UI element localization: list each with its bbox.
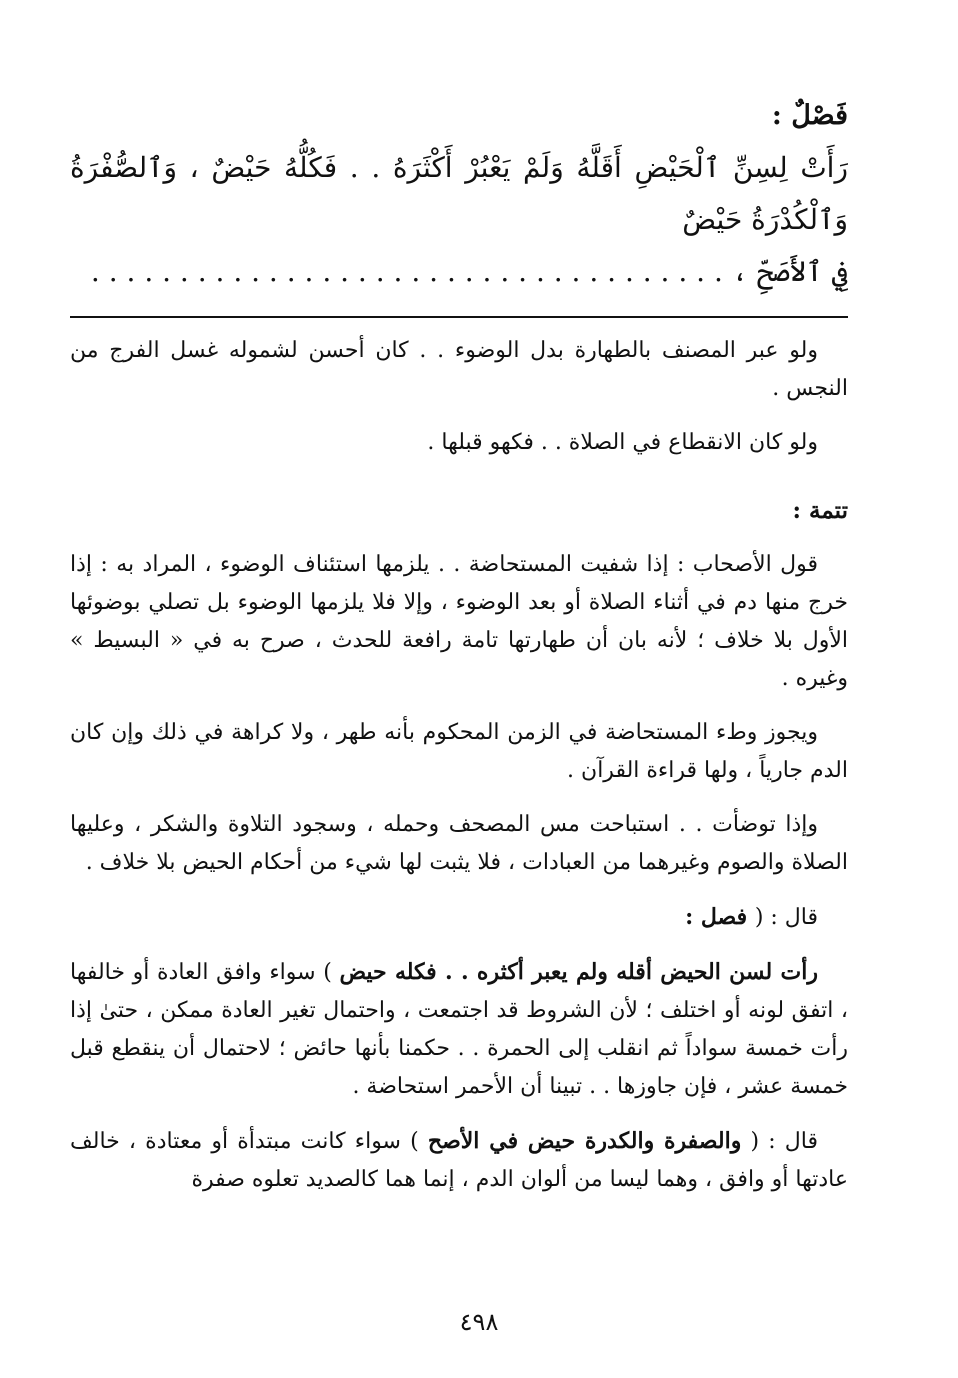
paragraph-1: ولو عبر المصنف بالطهارة بدل الوضوء . . كان أحسن لشموله غسل الفرج من النجس . bbox=[70, 338, 848, 401]
paragraph-4: ويجوز وطء المستحاضة في الزمن المحكوم بأنه طهر ، ولا كراهة في ذلك وإن كان الدم جارياً ، ولها قراءة القرآن . bbox=[70, 720, 848, 783]
paragraph-8-prefix: قال : ( bbox=[741, 1129, 818, 1154]
paragraph-8 bbox=[70, 1122, 848, 1199]
paragraph-6-bold: فصل : bbox=[685, 904, 755, 930]
paragraph-2: ولو كان الانقطاع في الصلاة . . فكهو قبلها . bbox=[427, 430, 818, 455]
paragraph-8-rest: ) سواء كانت مبتدأة أو معتادة ، خالف عادتها أو وافق ، وهما ليسا من ألوان الدم ، إنما هما كالصديد تعلوه صفرة bbox=[70, 1129, 848, 1192]
matn-line-2: فِي ٱلأَصَحِّ ، . . . . . . . . . . . . . . . . . . . . . . . . . . . . . . . . . . . . bbox=[90, 255, 848, 288]
paragraph-7 bbox=[70, 953, 848, 1106]
heading-tatimma: تتمة : bbox=[792, 497, 848, 524]
matn-heading: فَصْلٌ : bbox=[771, 100, 848, 131]
section-divider bbox=[70, 316, 848, 318]
paragraph-8-bold: والصفرة والكدرة حيض في الأصح bbox=[427, 1128, 742, 1154]
page-body bbox=[70, 96, 848, 1215]
paragraph-7-bold: رأت لسن الحيض أقله ولم يعبر أكثره . . فكله حيض bbox=[339, 959, 818, 985]
page-number: ٤٩٨ bbox=[459, 1308, 499, 1336]
paragraph-6-prefix: قال : ( bbox=[754, 905, 818, 930]
paragraph-5: وإذا توضأت . . استباحت مس المصحف وحمله ، وسجود التلاوة والشكر ، وعليها الصلاة والصوم وغيرهما من العبادات ، فلا يثبت لها شيء من أحكام الحيض بلا خلاف . bbox=[70, 812, 848, 875]
paragraph-7-rest: ) سواء وافق العادة أو خالفها ، اتفق لونه أو اختلف ؛ لأن الشروط قد اجتمعت ، واحتمال تغير العادة ممكن ، حتىٰ إذا رأت خمسة سواداً ثم انقلب إلى الحمرة . . حكمنا بأنها حائض ؛ لاحتمال أن ينقطع قبل خمسة عشر ، فإن جاوزها . . تبينا أن الأحمر استحاضة . bbox=[70, 960, 848, 1099]
paragraph-6 bbox=[70, 898, 848, 937]
paragraph-3: قول الأصحاب : إذا شفيت المستحاضة . . يلزمها استئناف الوضوء ، المراد به : إذا خرج منها دم في أثناء الصلاة أو بعد الوضوء ، وإلا فلا يلزمها الوضوء بل تصلي بوضوئها الأول بلا خلاف ؛ لأنه بان أن طهارتها تامة رافعة للحدث ، صرح به في « البسيط » وغيره . bbox=[70, 552, 848, 691]
matn-line-1: رَأَتْ لِسِنِّ ٱلْحَيْضِ أَقَلَّهُ وَلَمْ يَعْبُرْ أَكْثَرَهُ . . فَكُلُّهُ حَيْضٌ ، وَٱلصُّفْرَةُ وَٱلْكُدْرَةُ حَيْضٌ bbox=[70, 151, 848, 236]
